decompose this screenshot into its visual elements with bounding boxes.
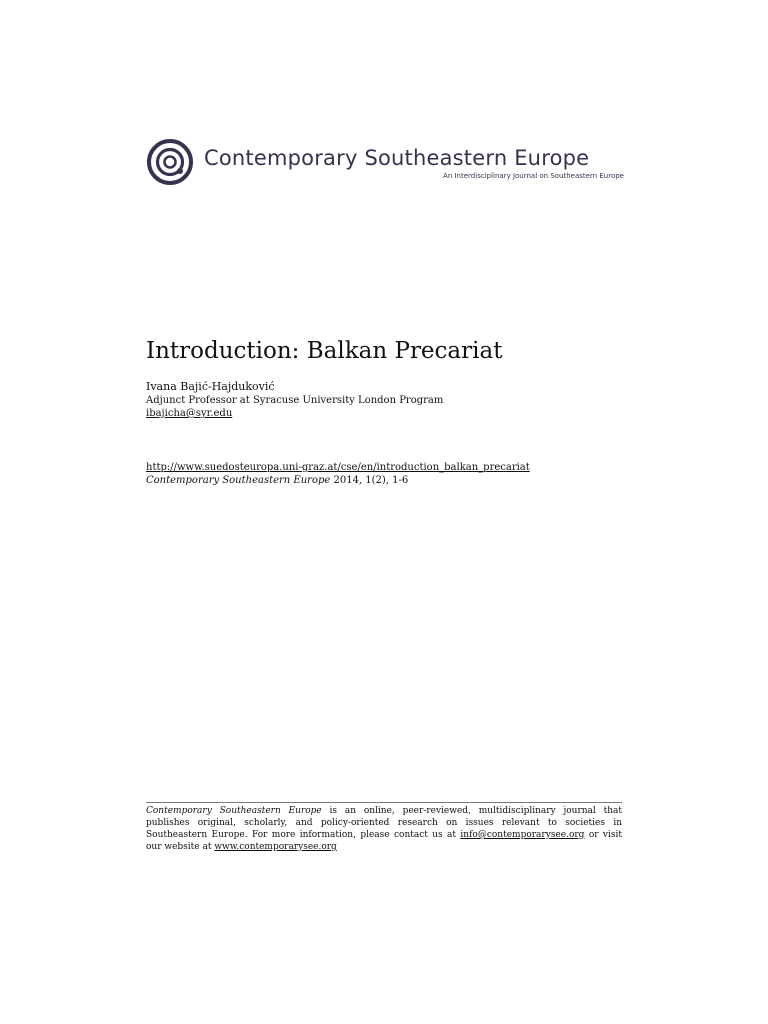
author-name: Ivana Bajić-Hajduković [146, 380, 275, 393]
author-affiliation: Adjunct Professor at Syracuse University London Program [146, 395, 444, 406]
citation-details: 2014, 1(2), 1-6 [330, 475, 409, 486]
citation-journal: Contemporary Southeastern Europe [146, 475, 331, 486]
author-email-link[interactable]: ibajicha@syr.edu [146, 408, 233, 419]
journal-logo-icon [146, 138, 194, 186]
journal-logo-subtitle: An Interdisciplinary Journal on Southeastern Europe [443, 172, 624, 180]
footer-contact-email-link[interactable]: info@contemporarysee.org [460, 830, 585, 840]
footer-journal-name: Contemporary Southeastern Europe [146, 806, 322, 816]
author-block [146, 380, 626, 420]
journal-footer-note [146, 802, 622, 853]
footer-text-1: is an online, peer-reviewed, multidisciplinary journal that publishes original, scholarly, and policy-oriented research on issues relevant to societies in Southeastern Europe. For more information, please contact us at [146, 806, 622, 840]
journal-logo [146, 138, 626, 188]
citation-block [146, 461, 626, 487]
journal-logo-title: Contemporary Southeastern Europe [204, 146, 590, 170]
footer-text-2: or visit our website at [146, 830, 622, 852]
article-title: Introduction: Balkan Precariat [146, 338, 503, 364]
article-url-link[interactable]: http://www.suedosteuropa.uni-graz.at/cse/en/introduction_balkan_precariat [146, 462, 530, 473]
citation-line [146, 475, 408, 486]
footer-website-link[interactable]: www.contemporarysee.org [214, 842, 337, 852]
